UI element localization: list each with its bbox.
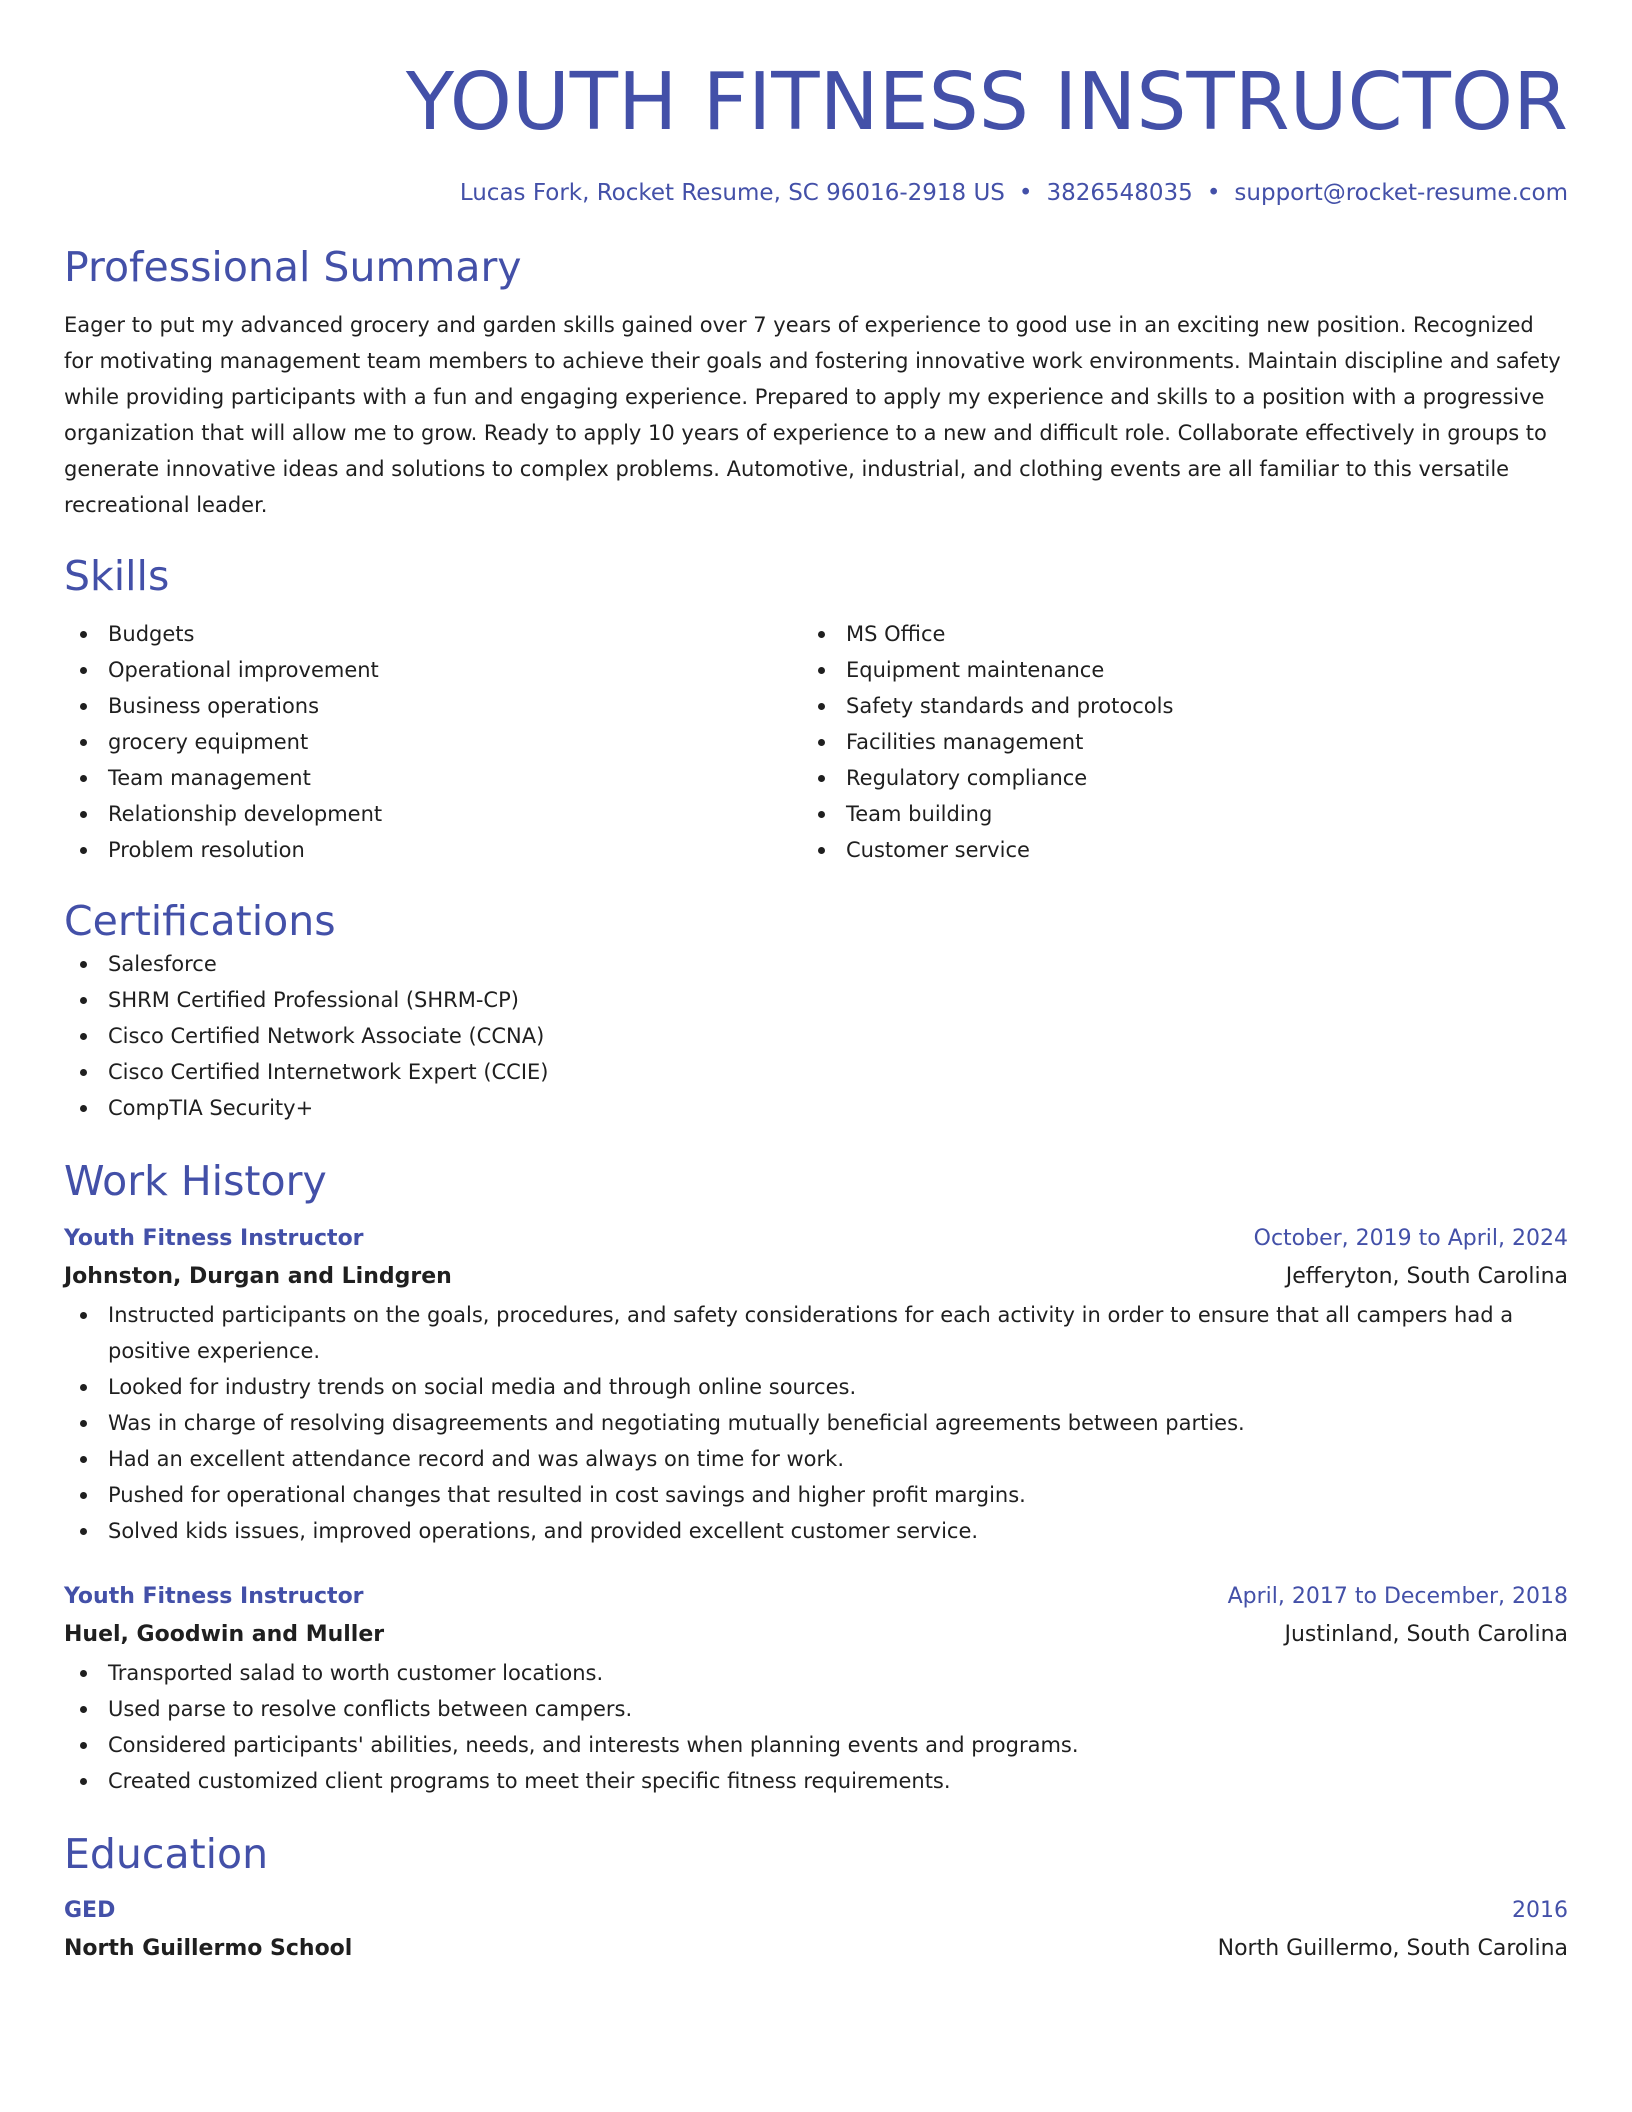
contact-phone: 3826548035 bbox=[1046, 180, 1193, 206]
job-duty-item: Pushed for operational changes that resulted in cost savings and higher profit margins. bbox=[64, 1477, 1568, 1513]
skill-item: Business operations bbox=[64, 688, 802, 724]
work-history-section bbox=[64, 1156, 1568, 1799]
skill-item: Customer service bbox=[802, 832, 1568, 868]
education-school-row bbox=[64, 1929, 1568, 1969]
certification-item: Cisco Certified Internetwork Expert (CCIE) bbox=[64, 1054, 1568, 1090]
contact-separator: • bbox=[1018, 180, 1033, 206]
job-duties-list bbox=[64, 1655, 1568, 1799]
certification-item: Cisco Certified Network Associate (CCNA) bbox=[64, 1018, 1568, 1054]
skills-section bbox=[64, 551, 1568, 868]
skills-list-right bbox=[802, 616, 1568, 868]
job-duty-item: Used parse to resolve conflicts between campers. bbox=[64, 1691, 1568, 1727]
education-section bbox=[64, 1829, 1568, 1969]
job-dates: October, 2019 to April, 2024 bbox=[1253, 1226, 1568, 1251]
certifications-list bbox=[64, 946, 1568, 1126]
skill-item: grocery equipment bbox=[64, 724, 802, 760]
summary-section bbox=[64, 242, 1568, 523]
skill-item: MS Office bbox=[802, 616, 1568, 652]
contact-email[interactable]: support@rocket-resume.com bbox=[1234, 180, 1568, 206]
skill-item: Team management bbox=[64, 760, 802, 796]
education-heading: Education bbox=[64, 1830, 269, 1878]
skill-item: Safety standards and protocols bbox=[802, 688, 1568, 724]
certifications-section bbox=[64, 896, 1568, 1126]
job-title-row bbox=[64, 1579, 1568, 1615]
skill-item: Problem resolution bbox=[64, 832, 802, 868]
job-duty-item: Had an excellent attendance record and was always on time for work. bbox=[64, 1441, 1568, 1477]
certification-item: CompTIA Security+ bbox=[64, 1090, 1568, 1126]
skill-item: Operational improvement bbox=[64, 652, 802, 688]
skill-item: Regulatory compliance bbox=[802, 760, 1568, 796]
job-location: Jefferyton, South Carolina bbox=[1285, 1264, 1568, 1289]
job-duty-item: Was in charge of resolving disagreements and negotiating mutually beneficial agreements between parties. bbox=[64, 1405, 1568, 1441]
contact-address: Lucas Fork, Rocket Resume, SC 96016-2918 US bbox=[459, 180, 1005, 206]
job-title: Youth Fitness Instructor bbox=[64, 1584, 364, 1609]
resume-header bbox=[64, 0, 1568, 208]
contact-separator: • bbox=[1206, 180, 1221, 206]
job-employer-row bbox=[64, 1615, 1568, 1655]
job-title-row bbox=[64, 1221, 1568, 1257]
skill-item: Budgets bbox=[64, 616, 802, 652]
skill-item: Facilities management bbox=[802, 724, 1568, 760]
work-history-heading: Work History bbox=[64, 1157, 327, 1205]
job-duty-item: Created customized client programs to meet their specific fitness requirements. bbox=[64, 1763, 1568, 1799]
education-location: North Guillermo, South Carolina bbox=[1217, 1936, 1568, 1961]
skill-item: Team building bbox=[802, 796, 1568, 832]
skills-grid bbox=[64, 616, 1568, 868]
job-employer: Johnston, Durgan and Lindgren bbox=[64, 1264, 452, 1289]
job-title: Youth Fitness Instructor bbox=[64, 1226, 364, 1251]
education-year: 2016 bbox=[1512, 1898, 1568, 1923]
job-entry bbox=[64, 1221, 1568, 1549]
job-location: Justinland, South Carolina bbox=[1284, 1622, 1568, 1647]
page-title: YOUTH FITNESS INSTRUCTOR bbox=[405, 56, 1568, 148]
education-degree: GED bbox=[64, 1898, 116, 1923]
certification-item: Salesforce bbox=[64, 946, 1568, 982]
job-duty-item: Instructed participants on the goals, procedures, and safety considerations for each activity in order to ensure that all campers had a positive experience. bbox=[64, 1297, 1568, 1369]
job-entry bbox=[64, 1579, 1568, 1799]
skills-list-left bbox=[64, 616, 802, 868]
job-dates: April, 2017 to December, 2018 bbox=[1227, 1584, 1568, 1609]
education-degree-row bbox=[64, 1893, 1568, 1929]
job-duty-item: Considered participants' abilities, needs, and interests when planning events and programs. bbox=[64, 1727, 1568, 1763]
contact-line bbox=[64, 178, 1568, 208]
education-entry bbox=[64, 1893, 1568, 1969]
skill-item: Relationship development bbox=[64, 796, 802, 832]
skill-item: Equipment maintenance bbox=[802, 652, 1568, 688]
job-duty-item: Transported salad to worth customer locations. bbox=[64, 1655, 1568, 1691]
job-employer-row bbox=[64, 1257, 1568, 1297]
summary-text: Eager to put my advanced grocery and garden skills gained over 7 years of experience to good use in an exciting new position. Recognized for motivating management team members to achieve their goals and fostering innovative work environments. Maintain discipline and safety while providing participants with a fun and engaging experience. Prepared to apply my experience and skills to a position with a progressive organization that will allow me to grow. Ready to apply 10 years of experience to a new and difficult role. Collaborate effectively in groups to generate innovative ideas and solutions to complex problems. Automotive, industrial, and clothing events are all familiar to this versatile recreational leader. bbox=[64, 313, 1561, 517]
job-duty-item: Looked for industry trends on social media and through online sources. bbox=[64, 1369, 1568, 1405]
job-employer: Huel, Goodwin and Muller bbox=[64, 1622, 385, 1647]
summary-heading: Professional Summary bbox=[64, 243, 522, 291]
education-school: North Guillermo School bbox=[64, 1936, 353, 1961]
job-duties-list bbox=[64, 1297, 1568, 1549]
skills-heading: Skills bbox=[64, 552, 170, 600]
job-duty-item: Solved kids issues, improved operations, and provided excellent customer service. bbox=[64, 1513, 1568, 1549]
certification-item: SHRM Certified Professional (SHRM-CP) bbox=[64, 982, 1568, 1018]
certifications-heading: Certifications bbox=[64, 897, 336, 945]
